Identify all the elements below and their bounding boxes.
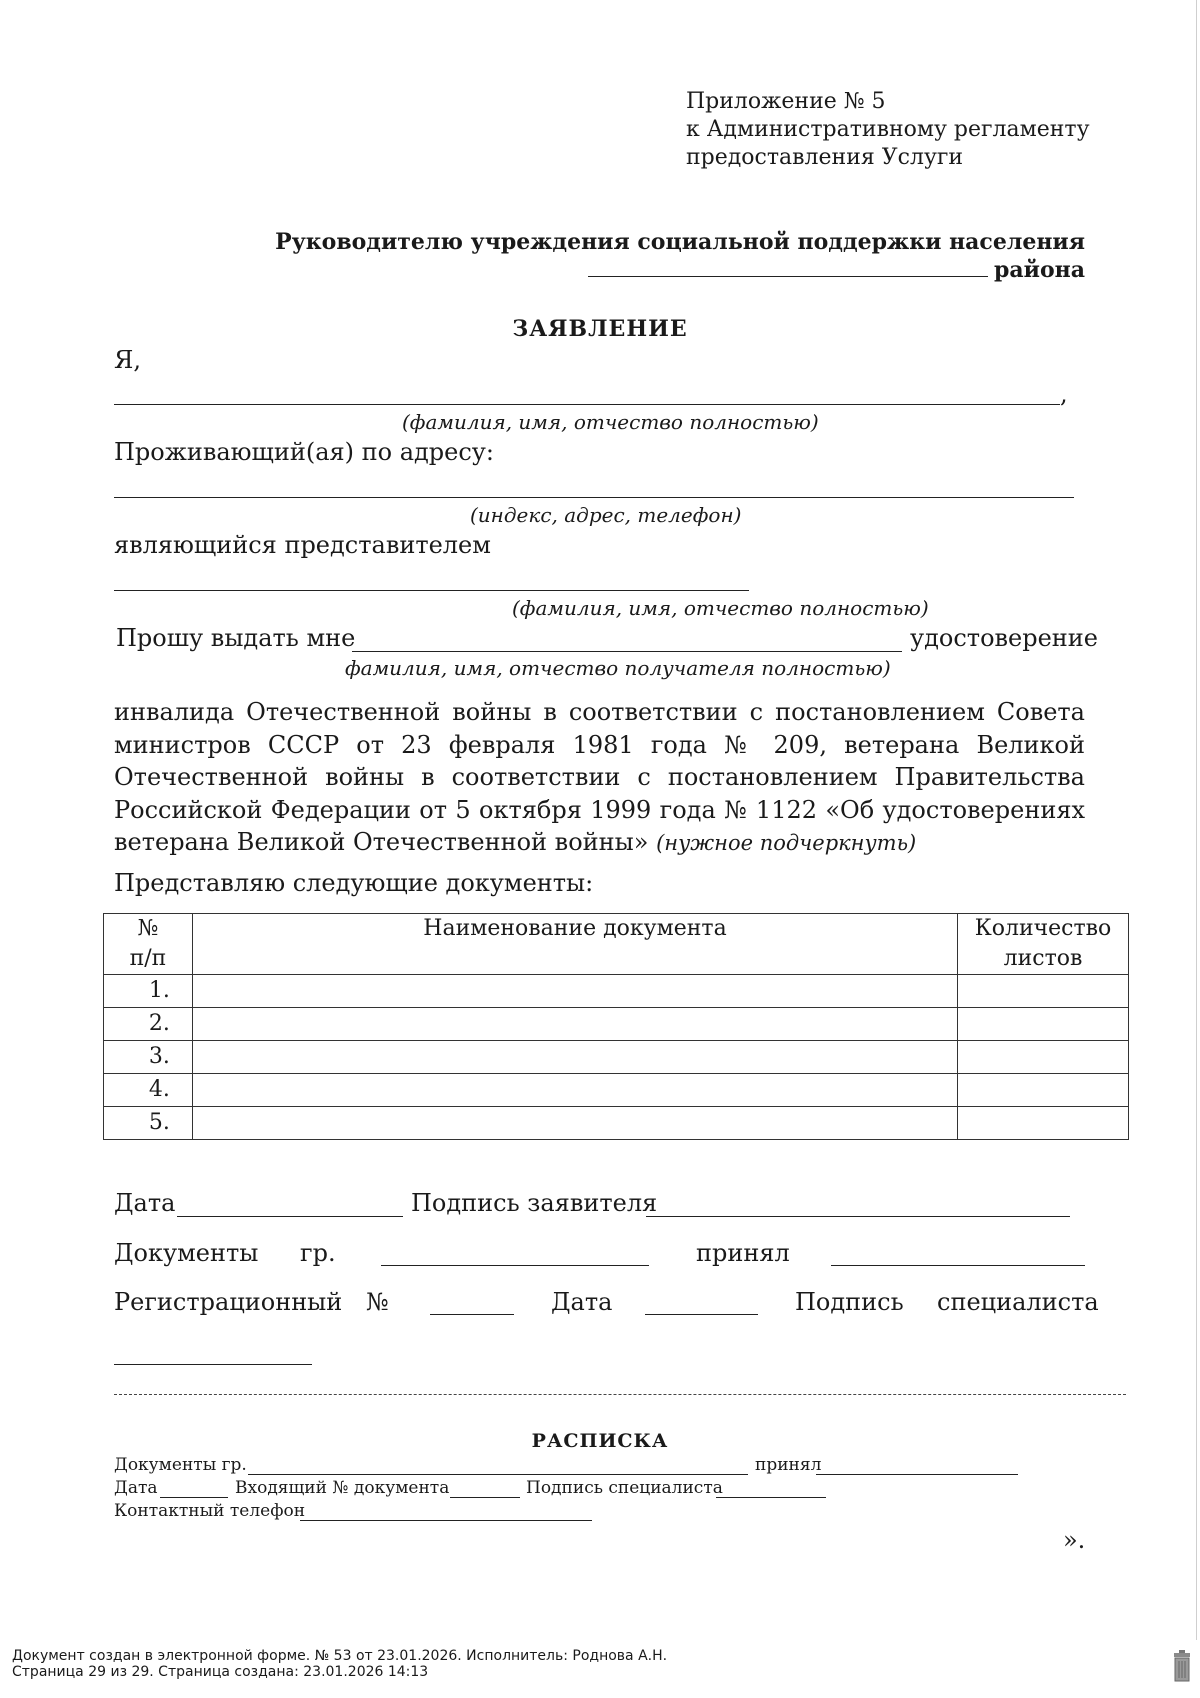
- appendix-header: [686, 88, 1090, 172]
- trash-icon[interactable]: [1172, 1650, 1192, 1682]
- receipt-docs-label: Документы гр.: [114, 1455, 247, 1475]
- request-body-text: инвалида Отечественной войны в соответствии с постановлением Совета министров СССР от 23 февраля 1981 года № 209, ветерана Великой Отечественной войны в соответствии с постановлением Правительства Российской Федерации от 5 октября 1999 года № 1122 «Об удостоверениях ветерана Великой Отечественной войны»: [114, 698, 1085, 856]
- receipt-phone-field[interactable]: [300, 1520, 592, 1521]
- header-num-line-2: п/п: [129, 946, 167, 971]
- appendix-line-3: предоставления Услуги: [686, 145, 964, 170]
- receipt-date-field[interactable]: [160, 1497, 228, 1498]
- appendix-line-2: к Административному регламенту: [686, 117, 1090, 142]
- request-suffix: удостоверение: [910, 624, 1098, 652]
- address-hint: (индекс, адрес, телефон): [470, 503, 742, 527]
- addressee-line-1: Руководителю учреждения социальной поддержки населения: [275, 229, 1085, 255]
- row-document-name[interactable]: [192, 1074, 957, 1107]
- row-num: 5.: [104, 1107, 193, 1140]
- registration-date-label: Дата: [551, 1288, 613, 1316]
- page-edge-divider: [1196, 0, 1197, 1640]
- applicant-name-field[interactable]: [114, 404, 1060, 405]
- citizen-label: гр.: [300, 1239, 336, 1267]
- row-num: 4.: [104, 1074, 193, 1107]
- header-count: [958, 914, 1129, 975]
- accepted-label: принял: [696, 1239, 790, 1267]
- document-title: ЗАЯВЛЕНИЕ: [512, 316, 688, 342]
- table-row: [104, 975, 1129, 1008]
- date-label: Дата: [114, 1189, 176, 1217]
- row-page-count[interactable]: [958, 975, 1129, 1008]
- date-field[interactable]: [177, 1216, 403, 1217]
- header-count-line-2: листов: [1003, 946, 1083, 971]
- row-page-count[interactable]: [958, 1008, 1129, 1041]
- citizen-name-field[interactable]: [381, 1265, 649, 1266]
- representative-hint: (фамилия, имя, отчество полностью): [512, 596, 929, 620]
- table-row: [104, 1074, 1129, 1107]
- specialist-signature-label-2: специалиста: [937, 1288, 1099, 1316]
- row-document-name[interactable]: [192, 1008, 957, 1041]
- row-document-name[interactable]: [192, 975, 957, 1008]
- receipt-citizen-field[interactable]: [248, 1474, 748, 1475]
- row-page-count[interactable]: [958, 1074, 1129, 1107]
- header-name-text: Наименование документа: [423, 916, 727, 941]
- registration-label: Регистрационный: [114, 1288, 343, 1316]
- documents-table-header: [104, 914, 1129, 975]
- receipt-date-label: Дата: [114, 1478, 158, 1498]
- representative-label: являющийся представителем: [114, 531, 491, 559]
- request-body-paragraph: [114, 696, 1085, 860]
- row-page-count[interactable]: [958, 1107, 1129, 1140]
- header-num: [104, 914, 193, 975]
- row-document-name[interactable]: [192, 1041, 957, 1074]
- table-row: [104, 1107, 1129, 1140]
- appendix-line-1: Приложение № 5: [686, 89, 886, 114]
- accepted-by-field[interactable]: [831, 1265, 1085, 1266]
- recipient-name-field[interactable]: [352, 651, 902, 652]
- documents-table: [103, 913, 1129, 1140]
- footer-line-1: Документ создан в электронной форме. № 53 от 23.01.2026. Исполнитель: Роднова А.Н.: [12, 1648, 668, 1664]
- address-label: Проживающий(ая) по адресу:: [114, 438, 495, 466]
- receipt-incoming-label: Входящий № документа: [235, 1478, 450, 1498]
- registration-number-field[interactable]: [430, 1314, 514, 1315]
- recipient-name-hint: фамилия, имя, отчество получателя полностью): [345, 656, 891, 680]
- row-num: 2.: [104, 1008, 193, 1041]
- header-count-line-1: Количество: [974, 916, 1112, 941]
- documents-label: Представляю следующие документы:: [114, 869, 594, 897]
- closing-quote: ».: [1063, 1526, 1086, 1554]
- receipt-accepted-field[interactable]: [816, 1474, 1018, 1475]
- cut-line: [114, 1394, 1126, 1395]
- receipt-title: РАСПИСКА: [531, 1430, 669, 1452]
- district-blank[interactable]: [588, 256, 988, 277]
- applicant-comma: ,: [1060, 380, 1068, 408]
- receipt-sign-label: Подпись специалиста: [526, 1478, 723, 1498]
- applicant-signature-field[interactable]: [646, 1216, 1070, 1217]
- specialist-signature-label-1: Подпись: [795, 1288, 904, 1316]
- row-page-count[interactable]: [958, 1041, 1129, 1074]
- table-row: [104, 1041, 1129, 1074]
- applicant-name-hint: (фамилия, имя, отчество полностью): [402, 410, 819, 434]
- receipt-phone-label: Контактный телефон: [114, 1501, 306, 1521]
- applicant-signature-label: Подпись заявителя: [411, 1189, 658, 1217]
- specialist-signature-field[interactable]: [114, 1364, 312, 1365]
- row-num: 3.: [104, 1041, 193, 1074]
- registration-number-label: №: [366, 1288, 389, 1316]
- address-field[interactable]: [114, 497, 1074, 498]
- header-num-line-1: №: [137, 916, 159, 941]
- receipt-incoming-field[interactable]: [450, 1497, 520, 1498]
- row-document-name[interactable]: [192, 1107, 957, 1140]
- receipt-accepted-label: принял: [755, 1455, 822, 1475]
- applicant-prefix: Я,: [114, 346, 142, 374]
- table-row: [104, 1008, 1129, 1041]
- representative-field[interactable]: [114, 590, 749, 591]
- request-prefix: Прошу выдать мне: [116, 624, 356, 652]
- header-name: [192, 914, 957, 975]
- addressee-block: [275, 228, 1085, 284]
- addressee-district-suffix: района: [994, 257, 1085, 283]
- footer-line-2: Страница 29 из 29. Страница создана: 23.01.2026 14:13: [12, 1664, 429, 1680]
- docs-accepted-label: Документы: [114, 1239, 259, 1267]
- receipt-sign-field[interactable]: [716, 1497, 826, 1498]
- document-footer: [12, 1648, 667, 1680]
- row-num: 1.: [104, 975, 193, 1008]
- registration-date-field[interactable]: [645, 1314, 758, 1315]
- underline-hint: (нужное подчеркнуть): [656, 831, 917, 855]
